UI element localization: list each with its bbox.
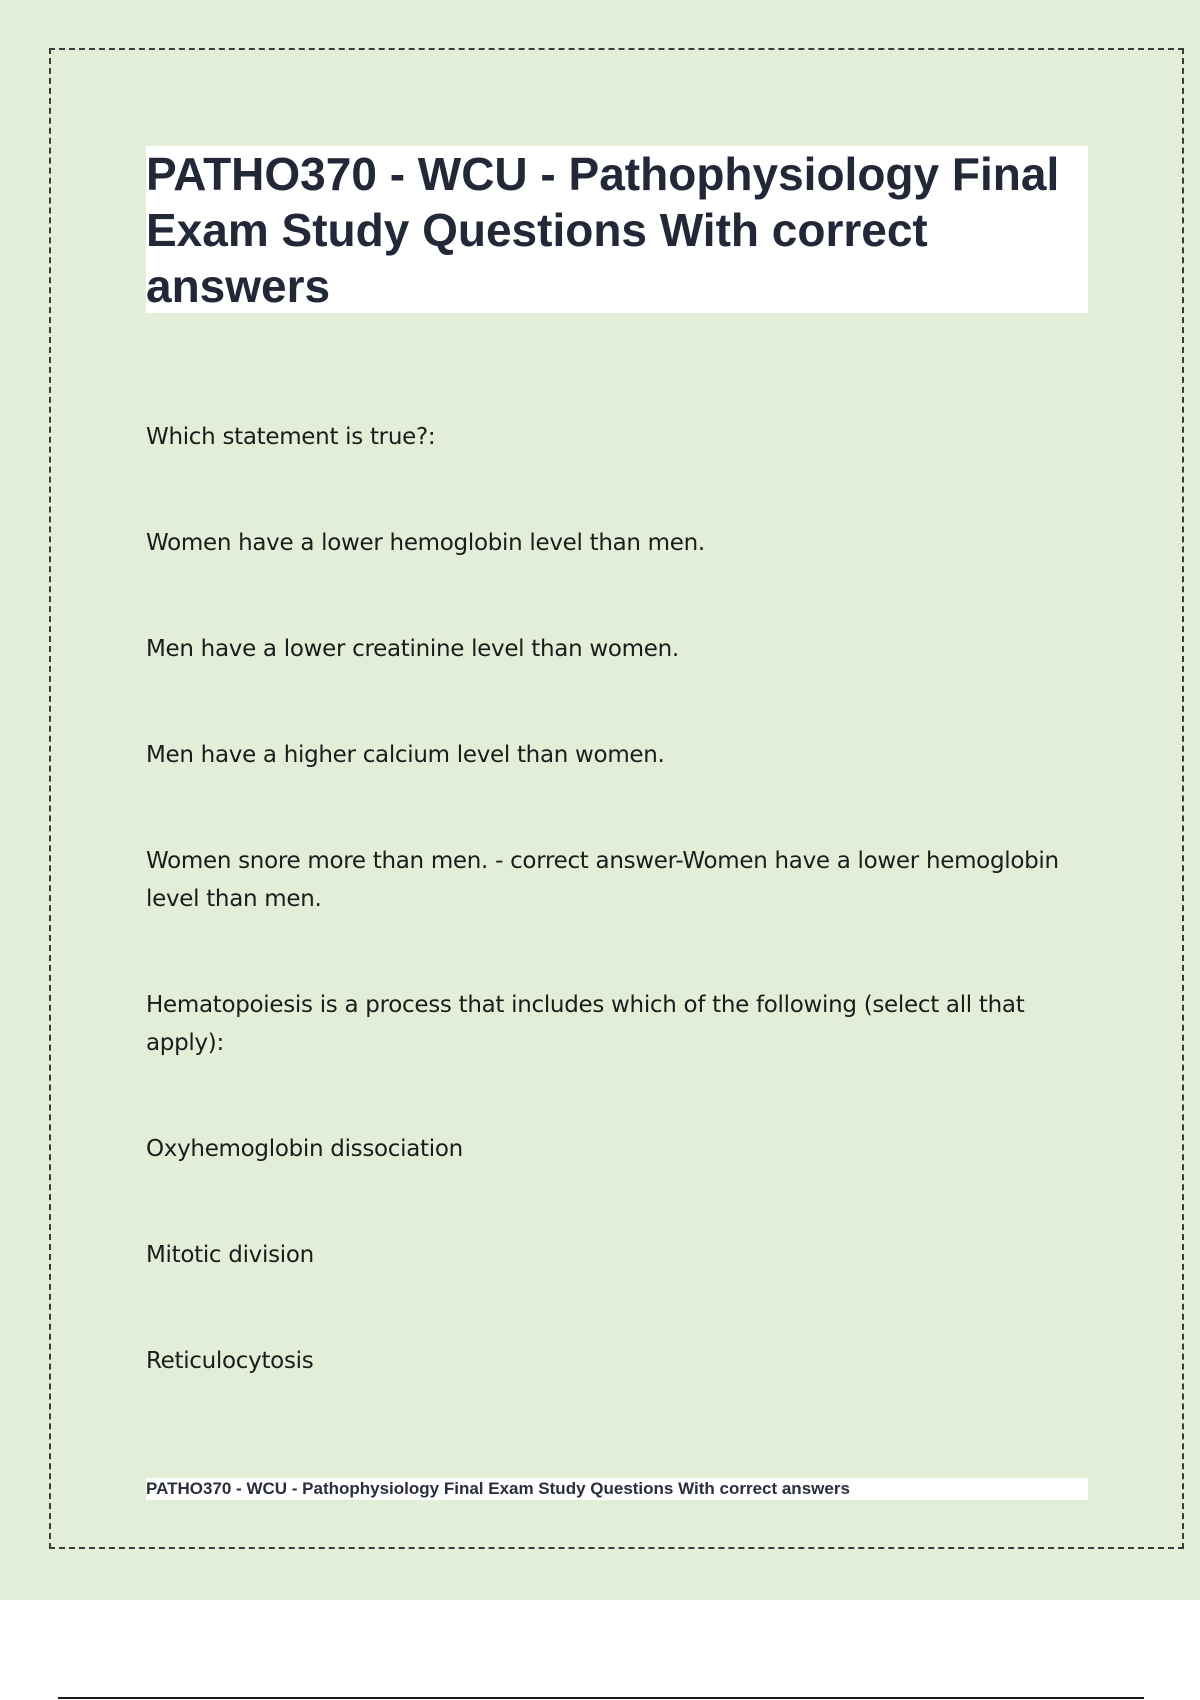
option-1b: Men have a lower creatinine level than women. <box>146 636 679 662</box>
option-1c: Men have a higher calcium level than women. <box>146 742 665 768</box>
document-body <box>146 418 1076 1380</box>
option-2a: Oxyhemoglobin dissociation <box>146 1136 463 1162</box>
footer-title: PATHO370 - WCU - Pathophysiology Final Exam Study Questions With correct answers <box>146 1479 850 1498</box>
option-2b: Mitotic division <box>146 1242 314 1268</box>
document-title: PATHO370 - WCU - Pathophysiology Final Exam Study Questions With correct answers <box>146 148 1060 312</box>
question-1: Which statement is true?: <box>146 424 436 450</box>
title-box <box>146 146 1088 313</box>
footer-box <box>146 1478 1088 1500</box>
option-1d-with-answer: Women snore more than men. - correct answer-Women have a lower hemoglobin level than men. <box>146 848 1066 912</box>
option-2c: Reticulocytosis <box>146 1348 314 1374</box>
question-2: Hematopoiesis is a process that includes which of the following (select all that apply): <box>146 992 1032 1056</box>
bottom-divider <box>58 1697 1144 1699</box>
option-1a: Women have a lower hemoglobin level than men. <box>146 530 705 556</box>
